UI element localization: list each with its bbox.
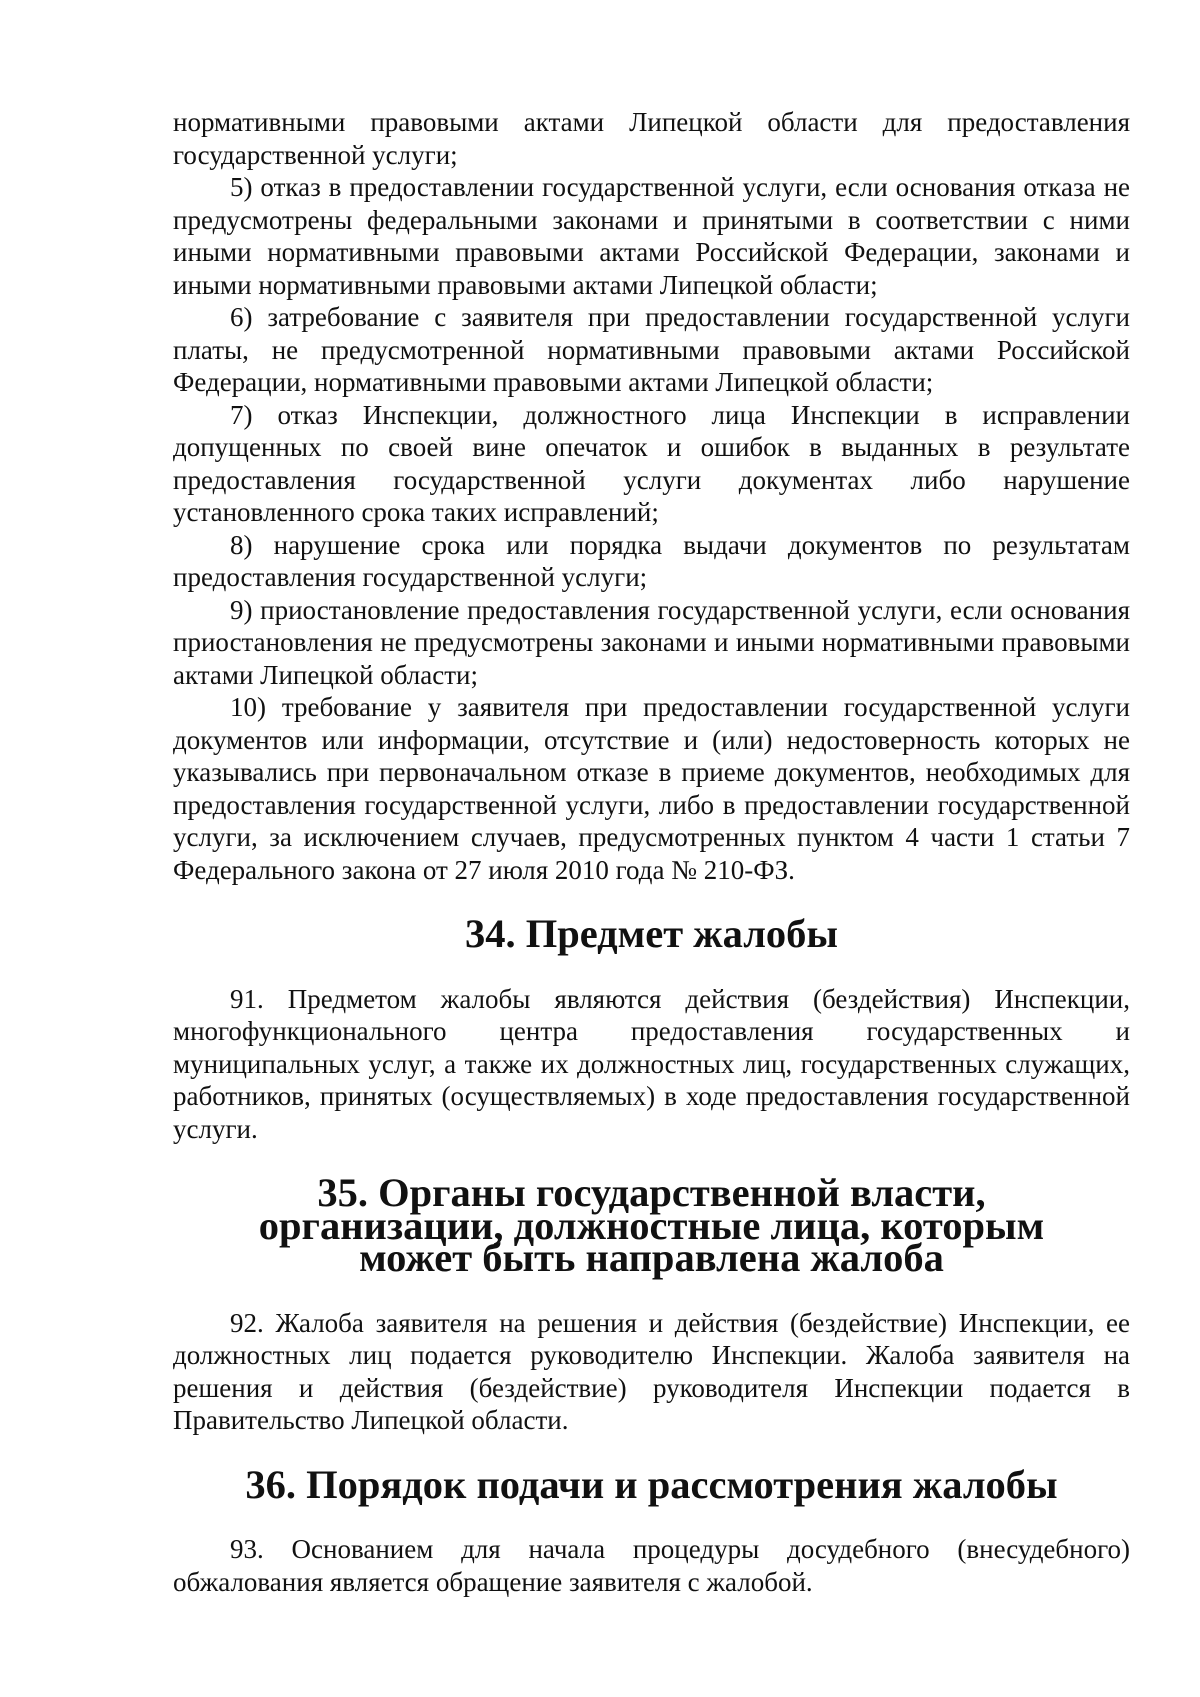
section-34-heading: 34. Предмет жалобы: [464, 911, 839, 956]
list-item-7: 7) отказ Инспекции, должностного лица Инспекции в исправлении допущенных по своей вине опечаток и ошибок в выданных в результате предоставления государственной услуги документах либо нарушение установленного срока таких исправлений;: [173, 399, 1130, 527]
list-item-9: 9) приостановление предоставления государственной услуги, если основания приостановления не предусмотрены законами и иными нормативными правовыми актами Липецкой области;: [173, 594, 1130, 690]
list-item-8: 8) нарушение срока или порядка выдачи документов по результатам предоставления государственной услуги;: [173, 529, 1130, 592]
list-item-10: 10) требование у заявителя при предоставлении государственной услуги документов или информации, отсутствие и (или) недостоверность которых не указывались при первоначальном отказе в приеме документов, необходимых для предоставления государственной услуги, либо в предоставлении государственной услуги, за исключением случаев, предусмотренных пунктом 4 части 1 статьи 7 Федерального закона от 27 июля 2010 года № 210-ФЗ.: [173, 692, 1130, 885]
document-page: [173, 106, 1130, 1598]
section-36-heading: 36. Порядок подачи и рассмотрения жалобы: [245, 1461, 1058, 1507]
section-35-heading: 35. Органы государственной власти, организации, должностные лица, которым может быть направлена жалоба: [258, 1170, 1045, 1280]
paragraph-93: 93. Основанием для начала процедуры досудебного (внесудебного) обжалования является обращение заявителя с жалобой.: [173, 1534, 1130, 1597]
paragraph-92: 92. Жалоба заявителя на решения и действия (бездействие) Инспекции, ее должностных лиц подается руководителю Инспекции. Жалоба заявителя на решения и действия (бездействие) руководителя Инспекции подается в Правительство Липецкой области.: [173, 1307, 1130, 1435]
paragraph-91: 91. Предметом жалобы являются действия (бездействия) Инспекции, многофункционального центра предоставления государственных и муниципальных услуг, а также их должностных лиц, государственных служащих, работников, принятых (осуществляемых) в ходе предоставления государственной услуги.: [173, 983, 1130, 1144]
list-item-6: 6) затребование с заявителя при предоставлении государственной услуги платы, не предусмотренной нормативными правовыми актами Российской Федерации, нормативными правовыми актами Липецкой области;: [173, 302, 1130, 397]
list-item-5: 5) отказ в предоставлении государственной услуги, если основания отказа не предусмотрены федеральными законами и принятыми в соответствии с ними иными нормативными правовыми актами Российской Федерации, законами и иными нормативными правовыми актами Липецкой области;: [173, 172, 1130, 300]
paragraph-continuation: нормативными правовыми актами Липецкой области для предоставления государственной услуги;: [173, 107, 1130, 170]
